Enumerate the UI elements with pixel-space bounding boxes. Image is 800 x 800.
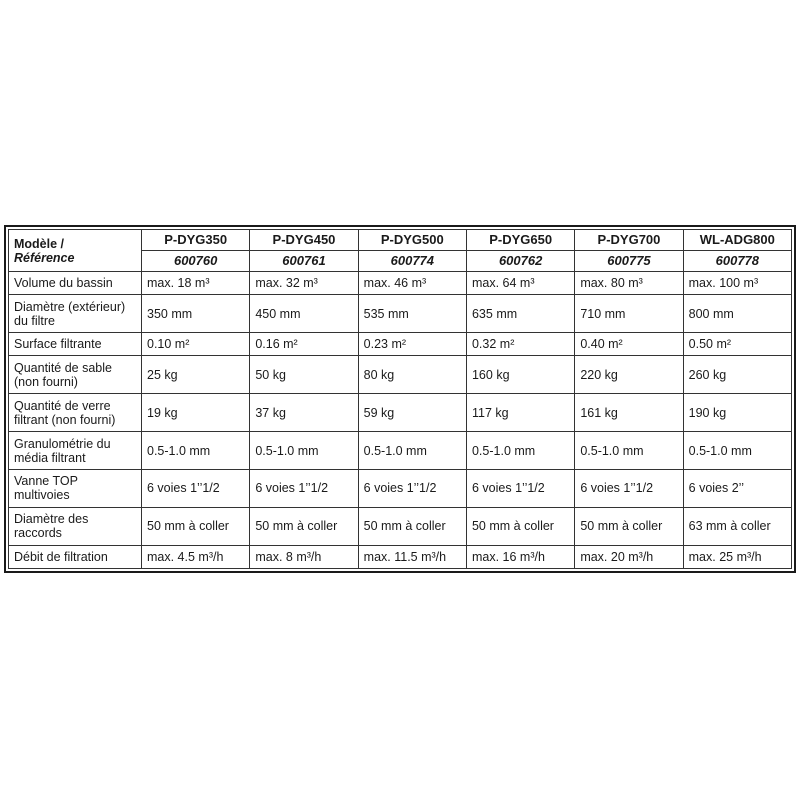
table-cell: 50 mm à coller bbox=[250, 507, 358, 545]
table-cell: 0.5-1.0 mm bbox=[250, 432, 358, 470]
row-label: Diamètre (extérieur) du filtre bbox=[9, 295, 142, 333]
corner-label-model: Modèle / bbox=[14, 236, 65, 251]
table-row bbox=[9, 394, 792, 432]
model-header: P-DYG450 bbox=[250, 230, 358, 251]
row-label: Volume du bassin bbox=[9, 272, 142, 295]
table-cell: 260 kg bbox=[683, 356, 791, 394]
table-cell: max. 46 m³ bbox=[358, 272, 466, 295]
table-cell: max. 100 m³ bbox=[683, 272, 791, 295]
table-cell: 0.5-1.0 mm bbox=[142, 432, 250, 470]
table-row bbox=[9, 507, 792, 545]
table-cell: max. 80 m³ bbox=[575, 272, 683, 295]
table-cell: 6 voies 1’’1/2 bbox=[466, 469, 574, 507]
model-header: P-DYG500 bbox=[358, 230, 466, 251]
table-cell: 0.23 m² bbox=[358, 333, 466, 356]
table-row bbox=[9, 469, 792, 507]
table-cell: 6 voies 1’’1/2 bbox=[142, 469, 250, 507]
table-cell: 535 mm bbox=[358, 295, 466, 333]
table-cell: 117 kg bbox=[466, 394, 574, 432]
table-cell: 0.5-1.0 mm bbox=[466, 432, 574, 470]
table-cell: max. 4.5 m³/h bbox=[142, 545, 250, 568]
table-cell: 50 mm à coller bbox=[142, 507, 250, 545]
reference-header: 600761 bbox=[250, 251, 358, 272]
table-cell: 0.50 m² bbox=[683, 333, 791, 356]
table-row bbox=[9, 272, 792, 295]
table-cell: 50 kg bbox=[250, 356, 358, 394]
table-row bbox=[9, 295, 792, 333]
table-cell: max. 64 m³ bbox=[466, 272, 574, 295]
row-label: Quantité de sable (non fourni) bbox=[9, 356, 142, 394]
table-cell: 0.40 m² bbox=[575, 333, 683, 356]
table-cell: 0.16 m² bbox=[250, 333, 358, 356]
table-cell: 19 kg bbox=[142, 394, 250, 432]
table-cell: max. 25 m³/h bbox=[683, 545, 791, 568]
table-cell: max. 20 m³/h bbox=[575, 545, 683, 568]
row-label: Granulométrie du média filtrant bbox=[9, 432, 142, 470]
table-cell: 0.5-1.0 mm bbox=[358, 432, 466, 470]
table-cell: 800 mm bbox=[683, 295, 791, 333]
table-cell: 6 voies 1’’1/2 bbox=[575, 469, 683, 507]
table-cell: max. 8 m³/h bbox=[250, 545, 358, 568]
row-label: Vanne TOP multivoies bbox=[9, 469, 142, 507]
corner-header-cell bbox=[9, 230, 142, 272]
model-header: WL-ADG800 bbox=[683, 230, 791, 251]
table-cell: 0.5-1.0 mm bbox=[575, 432, 683, 470]
table-cell: 710 mm bbox=[575, 295, 683, 333]
model-header: P-DYG700 bbox=[575, 230, 683, 251]
table-cell: 0.10 m² bbox=[142, 333, 250, 356]
table-cell: 635 mm bbox=[466, 295, 574, 333]
spec-table bbox=[8, 229, 792, 569]
table-row bbox=[9, 432, 792, 470]
table-cell: 59 kg bbox=[358, 394, 466, 432]
table-cell: 63 mm à coller bbox=[683, 507, 791, 545]
corner-label-reference: Référence bbox=[14, 250, 75, 265]
table-cell: 450 mm bbox=[250, 295, 358, 333]
table-cell: 350 mm bbox=[142, 295, 250, 333]
table-cell: 161 kg bbox=[575, 394, 683, 432]
table-cell: max. 32 m³ bbox=[250, 272, 358, 295]
table-cell: 160 kg bbox=[466, 356, 574, 394]
row-label: Diamètre des raccords bbox=[9, 507, 142, 545]
table-row bbox=[9, 333, 792, 356]
row-label: Surface filtrante bbox=[9, 333, 142, 356]
table-cell: 50 mm à coller bbox=[358, 507, 466, 545]
table-cell: 6 voies 1’’1/2 bbox=[250, 469, 358, 507]
model-header-row bbox=[9, 230, 792, 251]
reference-header: 600762 bbox=[466, 251, 574, 272]
model-header: P-DYG650 bbox=[466, 230, 574, 251]
table-cell: 6 voies 2’’ bbox=[683, 469, 791, 507]
row-label: Débit de filtration bbox=[9, 545, 142, 568]
table-cell: 0.5-1.0 mm bbox=[683, 432, 791, 470]
table-cell: 50 mm à coller bbox=[466, 507, 574, 545]
reference-header: 600760 bbox=[142, 251, 250, 272]
spec-table-frame bbox=[4, 225, 796, 573]
table-cell: max. 18 m³ bbox=[142, 272, 250, 295]
table-cell: 220 kg bbox=[575, 356, 683, 394]
table-cell: max. 16 m³/h bbox=[466, 545, 574, 568]
table-row bbox=[9, 356, 792, 394]
table-cell: 6 voies 1’’1/2 bbox=[358, 469, 466, 507]
reference-header: 600774 bbox=[358, 251, 466, 272]
table-cell: 37 kg bbox=[250, 394, 358, 432]
row-label: Quantité de verre filtrant (non fourni) bbox=[9, 394, 142, 432]
table-cell: max. 11.5 m³/h bbox=[358, 545, 466, 568]
table-cell: 80 kg bbox=[358, 356, 466, 394]
table-row bbox=[9, 545, 792, 568]
table-cell: 190 kg bbox=[683, 394, 791, 432]
table-cell: 50 mm à coller bbox=[575, 507, 683, 545]
table-cell: 0.32 m² bbox=[466, 333, 574, 356]
reference-header: 600775 bbox=[575, 251, 683, 272]
table-cell: 25 kg bbox=[142, 356, 250, 394]
model-header: P-DYG350 bbox=[142, 230, 250, 251]
reference-header: 600778 bbox=[683, 251, 791, 272]
